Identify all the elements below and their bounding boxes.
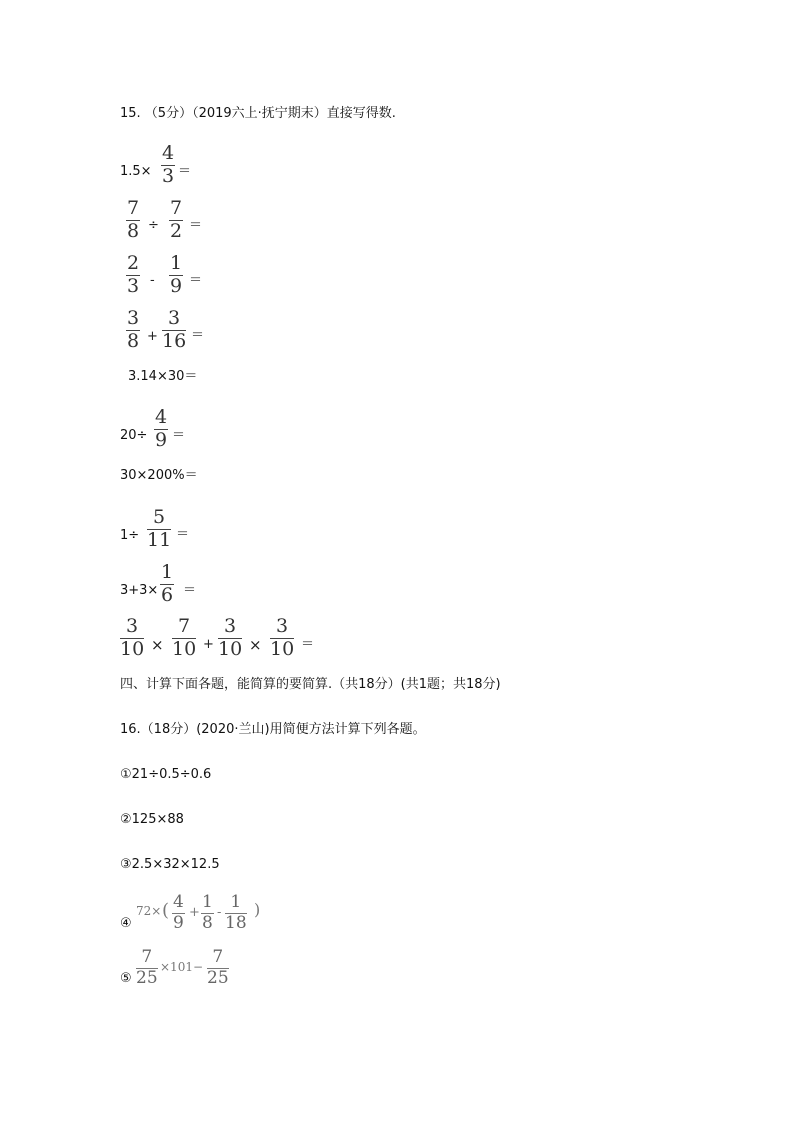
left-paren: (	[162, 900, 170, 921]
fraction: 1 6	[161, 561, 174, 606]
fraction: 3 10	[120, 615, 145, 660]
fraction: 7 10	[172, 615, 197, 660]
q16-item-3: ③2.5×32×12.5	[120, 857, 220, 872]
fraction: 7 25	[136, 947, 158, 988]
section-4-title: 四、计算下面各题，能简算的要简算.（共18分）(共1题；共18分)	[120, 677, 501, 692]
fraction: 7 25	[207, 947, 229, 988]
item-prefix: 3+3×	[120, 583, 159, 598]
equals-sign: ＝	[189, 218, 203, 233]
equals-sign: ＝	[301, 637, 315, 652]
fraction: 4 9	[173, 892, 184, 933]
fraction: 4 9	[155, 406, 168, 451]
operator: ×	[249, 636, 262, 654]
fraction: 3 10	[270, 615, 295, 660]
fraction: 1 18	[225, 892, 247, 933]
fraction: 5 11	[147, 506, 172, 551]
fraction: 1 8	[202, 892, 213, 933]
operator: -	[217, 905, 222, 920]
fraction: 7 8	[127, 197, 140, 242]
q16-item-1: ①21÷0.5÷0.6	[120, 767, 212, 782]
q16-item-2: ②125×88	[120, 812, 184, 827]
item-prefix: 1.5×	[120, 164, 152, 179]
operator: +	[147, 329, 158, 344]
fraction: 2 3	[127, 252, 140, 297]
equals-sign: ＝	[178, 164, 192, 179]
fraction: 3 8	[127, 307, 140, 352]
item-prefix: 1÷	[120, 528, 140, 543]
item-marker: ④	[120, 916, 132, 931]
equals-sign: ＝	[183, 583, 197, 598]
q15-item-7: 30×200%＝	[120, 468, 198, 483]
question-16-header: 16.（18分）(2020·兰山)用简便方法计算下列各题。	[120, 722, 426, 737]
question-15-header: 15. （5分）（2019六上·抚宁期末）直接写得数.	[120, 106, 396, 121]
operator: ÷	[148, 218, 159, 233]
item-marker: ⑤	[120, 971, 132, 986]
fraction: 3 10	[218, 615, 243, 660]
equals-sign: ＝	[189, 273, 203, 288]
equals-sign: ＝	[172, 428, 186, 443]
fraction: 7 2	[170, 197, 183, 242]
fraction: 4 3	[162, 142, 175, 187]
right-paren: )	[254, 900, 261, 919]
operator: +	[203, 637, 214, 652]
fraction: 3 16	[162, 307, 187, 352]
fraction: 1 9	[170, 252, 183, 297]
q15-item-5: 3.14×30＝	[128, 369, 198, 384]
operator: +	[189, 905, 200, 920]
equals-sign: ＝	[176, 527, 190, 542]
expression-middle: ×101−	[160, 960, 204, 974]
item-prefix: 20÷	[120, 428, 148, 443]
equals-sign: ＝	[191, 328, 205, 343]
operator: -	[150, 273, 155, 288]
operator: ×	[151, 636, 164, 654]
expression-prefix: 72×	[136, 904, 162, 918]
